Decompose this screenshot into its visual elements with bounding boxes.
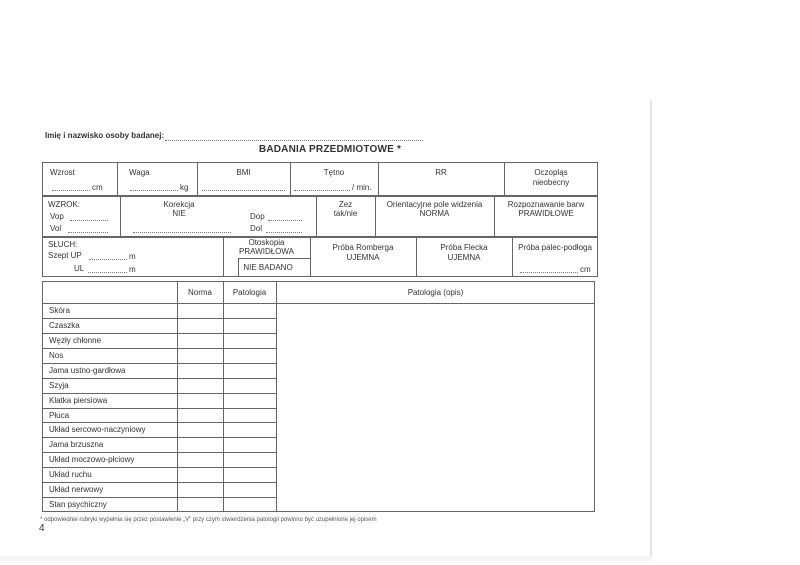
waga-unit: kg (180, 183, 189, 192)
otoskopia-label: Otoskopia (248, 238, 285, 247)
row-label: Klatka piersiowa (49, 395, 108, 405)
tetno-field[interactable] (294, 190, 350, 191)
bmi-field[interactable] (202, 190, 285, 191)
wzrost-unit: cm (92, 183, 103, 192)
romberg-label: Próba Romberga (332, 243, 394, 252)
norma-cell[interactable] (178, 304, 222, 317)
sluch-label: SŁUCH: (48, 240, 78, 249)
norma-cell[interactable] (178, 498, 222, 511)
table-row (42, 408, 276, 423)
szept-up-label: Szept UP (48, 251, 82, 260)
vol-field[interactable] (68, 232, 108, 233)
row-label: Układ sercowo-naczyniowy (49, 425, 146, 435)
col-norma: Norma (187, 288, 212, 297)
form-title: BADANIA PRZEDMIOTOWE * (258, 144, 402, 155)
palec-label: Próba palec-podłoga (518, 243, 592, 252)
row-label: Układ nerwowy (49, 485, 104, 495)
flecka-value: UJEMNA (447, 253, 481, 262)
zez-label: Zez (338, 200, 353, 209)
patologia-cell[interactable] (224, 483, 275, 496)
ul-unit: m (129, 265, 136, 274)
otoskopia-value: PRAWIDŁOWA (239, 247, 294, 256)
patologia-cell[interactable] (224, 379, 275, 392)
palec-field[interactable] (520, 272, 578, 273)
barwy-value: PRAWIDŁOWE (518, 209, 574, 218)
patologia-cell[interactable] (224, 349, 275, 362)
row-label: Układ moczowo-płciowy (49, 455, 135, 465)
row-label: Jama ustno-gardłowa (49, 365, 126, 375)
col-patologia-opis: Patologia (opis) (407, 288, 464, 297)
table-row (42, 497, 276, 512)
oczoplas-label: Oczopląs (534, 168, 568, 177)
dol-label: Dol (250, 224, 263, 233)
norma-cell[interactable] (178, 438, 222, 451)
tetno-unit: / min. (352, 183, 372, 192)
palec-unit: cm (580, 265, 591, 274)
table-row (42, 393, 276, 408)
page-shadow (0, 556, 652, 565)
page-number: 4 (39, 523, 45, 534)
korekcja-label: Korekcja (163, 200, 195, 209)
table-row (42, 333, 276, 348)
dol-field[interactable] (266, 232, 302, 233)
row-label: Szyja (49, 380, 69, 390)
patologia-cell[interactable] (224, 394, 275, 407)
table-row (42, 378, 276, 393)
patologia-cell[interactable] (224, 304, 275, 317)
tetno-label: Tętno (323, 168, 345, 177)
norma-cell[interactable] (178, 349, 222, 362)
dop-field[interactable] (268, 220, 302, 221)
patologia-opis-field[interactable] (278, 305, 593, 510)
wzrost-label: Wzrost (50, 168, 75, 177)
romberg-value: UJEMNA (346, 253, 380, 262)
patologia-cell[interactable] (224, 423, 275, 436)
szept-up-unit: m (129, 252, 136, 261)
vop-label: Vop (50, 212, 64, 221)
szept-up-field[interactable] (89, 259, 127, 260)
table-row (42, 318, 276, 333)
row-label: Jama brzuszna (49, 440, 104, 450)
table-row (42, 303, 276, 318)
pole-widzenia-value: NORMA (419, 209, 450, 218)
table-row (42, 452, 276, 467)
table-row (42, 363, 276, 378)
row-label: Nos (49, 350, 64, 360)
table-row (42, 437, 276, 452)
wzrok-label: WZROK: (48, 200, 80, 209)
name-label: Imię i nazwisko osoby badanej: (45, 131, 165, 140)
row-label: Czaszka (49, 320, 80, 330)
table-row (42, 467, 276, 482)
korekcja-value: NIE (172, 209, 186, 218)
norma-cell[interactable] (178, 334, 222, 347)
pole-widzenia-label: Orientacyjne pole widzenia (386, 200, 483, 209)
ul-label: UL (74, 264, 85, 273)
patologia-cell[interactable] (224, 438, 275, 451)
oczoplas-value: nieobecny (532, 178, 570, 187)
norma-cell[interactable] (178, 379, 222, 392)
waga-label: Waga (129, 168, 150, 177)
waga-field[interactable] (130, 190, 178, 191)
row-label: Węzły chłonne (49, 335, 102, 345)
norma-cell[interactable] (178, 409, 222, 422)
patologia-cell[interactable] (224, 453, 275, 466)
dop-label: Dop (250, 212, 265, 221)
nie-badano-label: NIE BADANO (243, 263, 293, 272)
norma-cell[interactable] (178, 423, 222, 436)
korekcja-field[interactable] (133, 232, 231, 233)
row-label: Układ ruchu (49, 470, 92, 480)
patologia-cell[interactable] (224, 319, 275, 332)
table-row (42, 348, 276, 363)
table-row (42, 422, 276, 437)
vol-label: Vol (50, 224, 62, 233)
page-edge (650, 100, 652, 560)
row-label: Płuca (49, 410, 70, 420)
row-label: Stan psychiczny (49, 500, 107, 510)
patologia-cell[interactable] (224, 364, 275, 377)
norma-cell[interactable] (178, 319, 222, 332)
patologia-cell[interactable] (224, 409, 275, 422)
flecka-label: Próba Flecka (440, 243, 488, 252)
zez-value: tak/nie (333, 209, 358, 218)
norma-cell[interactable] (178, 468, 222, 481)
norma-cell[interactable] (178, 364, 222, 377)
patologia-cell[interactable] (224, 468, 275, 481)
vop-field[interactable] (70, 220, 108, 221)
row-label: Skóra (49, 306, 70, 315)
footnote: * odpowiednie rubryki wypełnia się przez postawienie „V" przy czym stwierdzenia patologii powinno być uzupełnione jej opisem (40, 517, 377, 523)
wzrost-field[interactable] (52, 190, 90, 191)
name-field[interactable] (165, 140, 423, 141)
patologia-cell[interactable] (224, 498, 275, 511)
norma-cell[interactable] (178, 453, 222, 466)
ul-field[interactable] (88, 272, 127, 273)
norma-cell[interactable] (178, 394, 222, 407)
patologia-cell[interactable] (224, 334, 275, 347)
table-row (42, 482, 276, 497)
rr-label: RR (435, 168, 447, 177)
barwy-label: Rozpoznawanie barw (507, 200, 585, 209)
col-patologia: Patologia (232, 288, 267, 297)
bmi-label: BMI (236, 168, 251, 177)
norma-cell[interactable] (178, 483, 222, 496)
